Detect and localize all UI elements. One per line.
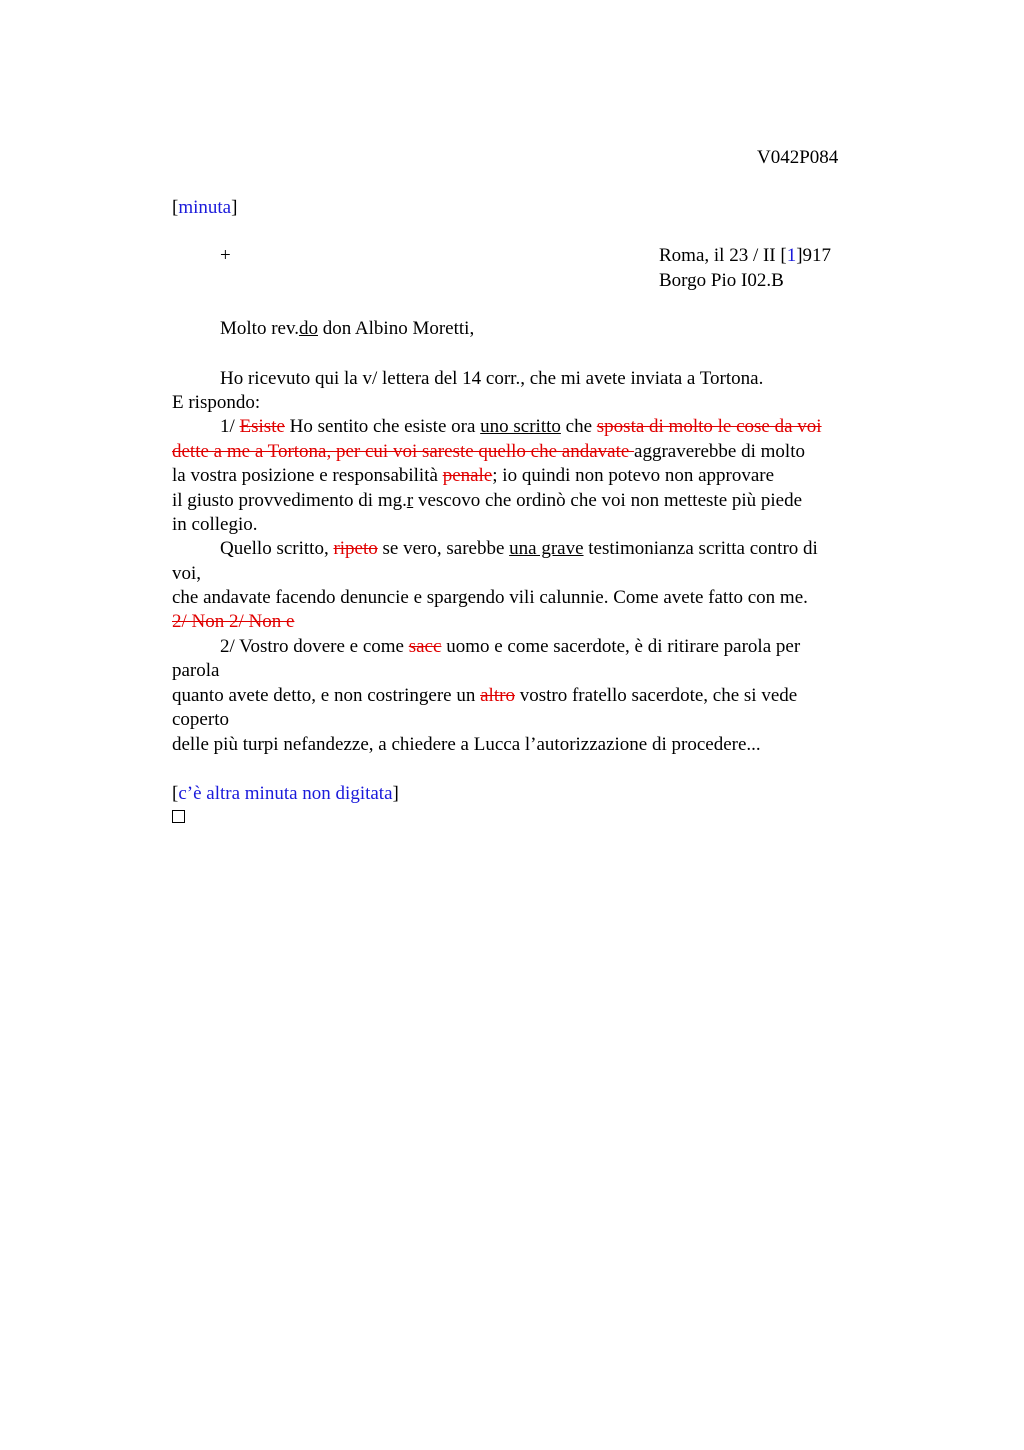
body-line-12: [220, 635, 800, 659]
body-line-15: coperto: [172, 709, 229, 730]
text: uomo e come sacerdote, è di ritirare parola per: [441, 636, 801, 657]
point-number: 1/: [220, 416, 240, 437]
body-line-3: [220, 415, 822, 439]
deleted-text: penale: [442, 465, 493, 486]
bracket-close: ]: [231, 197, 238, 218]
text: ; io quindi non potevo non approvare: [492, 465, 775, 486]
body-line-9: voi,: [172, 563, 202, 584]
body-line-14: [172, 684, 797, 708]
body-line-7: in collegio.: [172, 514, 258, 535]
body-line-5: [172, 464, 774, 488]
body-line-8: [220, 537, 818, 561]
cross-symbol: +: [220, 245, 231, 266]
text: il giusto provvedimento di mg.: [172, 490, 407, 511]
body-line-13: parola: [172, 660, 220, 681]
text: se vero, sarebbe: [377, 538, 510, 559]
body-line-4: [172, 440, 805, 464]
deleted-text: sposta di molto le cose da voi: [596, 416, 822, 437]
body-line-11-deleted: 2/ Non 2/ Non e: [172, 611, 295, 632]
text: che: [560, 416, 597, 437]
text: la vostra posizione e responsabilità: [172, 465, 443, 486]
text: testimonianza scritta contro di: [583, 538, 818, 559]
editorial-note-final: [172, 782, 399, 806]
text: Ho sentito che esiste ora: [284, 416, 481, 437]
bracket-open: [: [172, 197, 179, 218]
date-editorial-insert: 1: [786, 245, 797, 266]
date-text-end: ]917: [796, 245, 832, 266]
text: vescovo che ordinò che voi non metteste più piede: [413, 490, 803, 511]
end-box-icon: [172, 810, 185, 823]
letter-address: Borgo Pio I02.B: [659, 270, 784, 291]
deleted-text: dette a me a Tortona, per cui voi sareste quello che andavate: [172, 441, 635, 462]
text: vostro fratello sacerdote, che si vede: [514, 685, 798, 706]
document-id: V042P084: [757, 147, 839, 168]
text: 2/ Vostro dovere e come: [220, 636, 409, 657]
underlined-text: uno scritto: [480, 416, 561, 437]
salutation-text: Molto rev.: [220, 318, 299, 339]
deleted-text: altro: [480, 685, 515, 706]
deleted-text: ripeto: [333, 538, 378, 559]
text: quanto avete detto, e non costringere un: [172, 685, 481, 706]
bracket-open: [: [172, 783, 179, 804]
salutation-underlined: do: [298, 318, 318, 339]
body-line-10: che andavate facendo denuncie e spargendo vili calunnie. Come avete fatto con me.: [172, 587, 808, 608]
body-line-2: E rispondo:: [172, 392, 261, 413]
underlined-text: una grave: [509, 538, 584, 559]
body-line-16: delle più turpi nefandezze, a chiedere a Lucca l’autorizzazione di procedere...: [172, 734, 761, 755]
date-text: Roma, il 23 / II [: [659, 245, 787, 266]
text: aggraverebbe di molto: [634, 441, 805, 462]
letter-date: [659, 244, 831, 268]
underlined-text: r: [406, 490, 414, 511]
salutation-name: don Albino Moretti,: [317, 318, 475, 339]
text: Quello scritto,: [220, 538, 334, 559]
body-line-6: [172, 489, 802, 513]
deleted-text: Esiste: [239, 416, 285, 437]
note-text: minuta: [178, 197, 232, 218]
editorial-note-minuta: [172, 196, 237, 220]
body-line-1: Ho ricevuto qui la v/ lettera del 14 corr., che mi avete inviata a Tortona.: [220, 368, 764, 389]
deleted-text: sacc: [408, 636, 442, 657]
note-text: c’è altra minuta non digitata: [178, 783, 393, 804]
salutation: [220, 317, 474, 341]
bracket-close: ]: [392, 783, 399, 804]
